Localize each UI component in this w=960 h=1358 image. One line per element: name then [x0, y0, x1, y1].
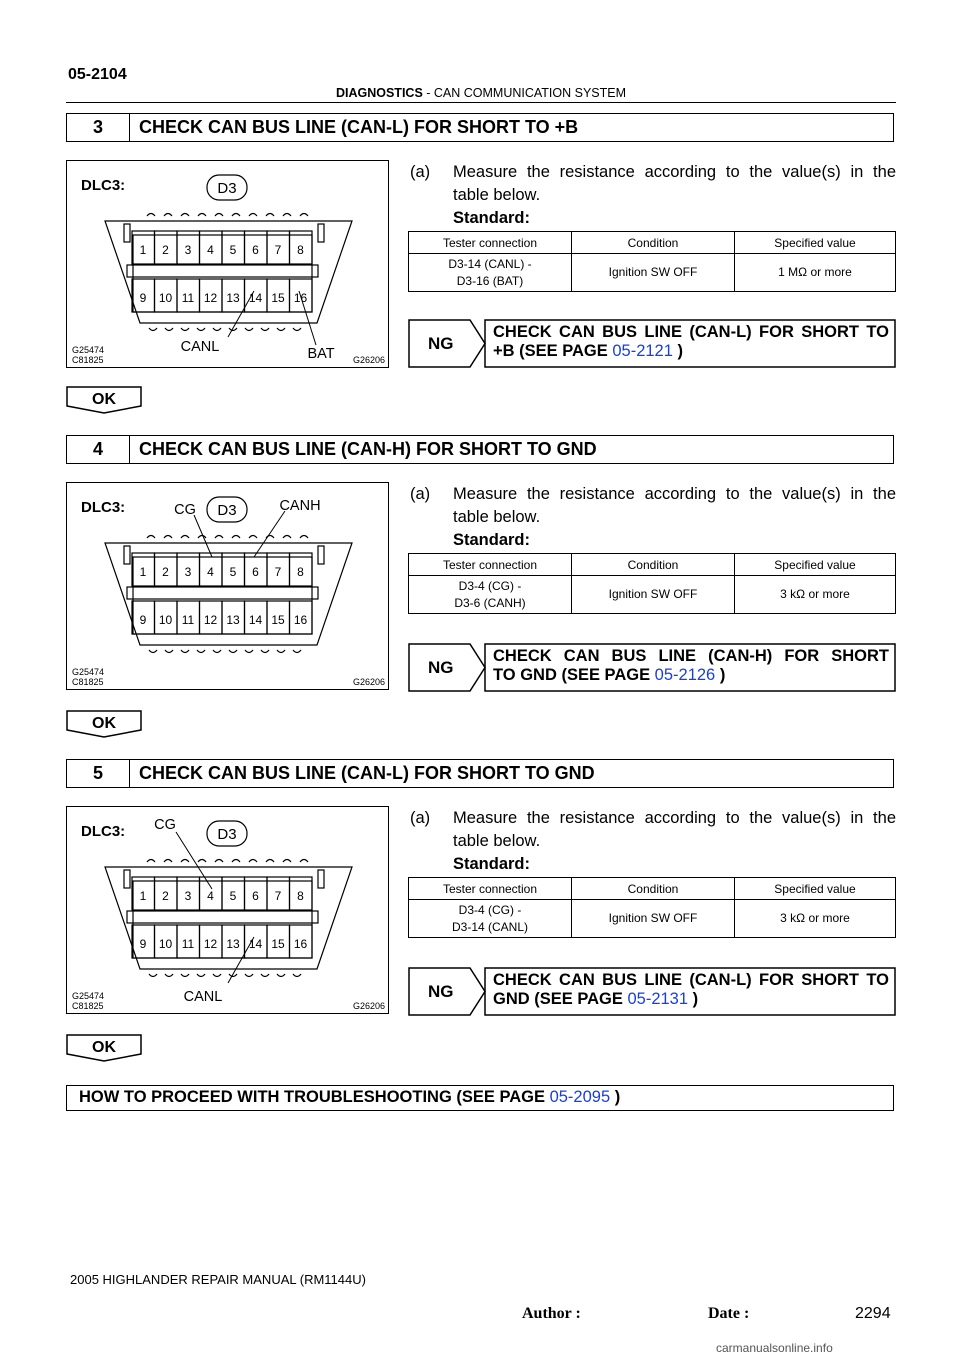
ok-label: OK [92, 715, 116, 732]
latch-right [318, 224, 324, 242]
header-separator: - [422, 86, 434, 100]
measure-line1: Measure the resistance according to the value(s) in the [453, 485, 896, 503]
serration [215, 860, 223, 863]
pin-number: 2 [162, 889, 169, 903]
ng-page-link[interactable]: 05-2131 [627, 990, 689, 1008]
measure-line2: table below. [453, 508, 541, 526]
latch-left [124, 546, 130, 564]
step-number: 5 [67, 760, 130, 787]
dlc3-connector-diagram [67, 807, 390, 1015]
figure-code: G26206 [352, 1001, 385, 1011]
pin-number: 13 [226, 937, 240, 951]
pin-label-canh: CANH [279, 498, 321, 514]
cell-condition: Ignition SW OFF [572, 254, 735, 292]
pin-number: 14 [248, 937, 263, 951]
serration [165, 328, 173, 331]
pin-label-canl: CANL [180, 339, 220, 355]
pin-number: 15 [271, 937, 285, 951]
ng-line2: +B (SEE PAGE [493, 342, 613, 360]
conn-line1: D3-14 (CANL) - [448, 256, 532, 271]
serration [164, 536, 172, 539]
measure-line1: Measure the resistance according to the value(s) in the [453, 163, 896, 181]
center-key [127, 911, 318, 923]
serration [283, 214, 291, 217]
cell-connection [409, 254, 572, 292]
pin-number: 1 [139, 565, 147, 579]
figure-code: C81825 [72, 677, 104, 687]
serration [149, 328, 157, 331]
connector-housing [105, 867, 352, 969]
pin-number: 14 [248, 291, 263, 305]
pin-number: 9 [139, 613, 147, 627]
ng-page-link[interactable]: 05-2126 [654, 666, 716, 684]
ng-label: NG [428, 334, 454, 353]
serration [229, 650, 237, 653]
pin-number: 8 [297, 243, 304, 257]
pin-number: 10 [158, 291, 173, 305]
serration [300, 214, 308, 217]
serration [283, 536, 291, 539]
pin-number: 6 [252, 565, 259, 579]
pin-number: 15 [271, 291, 285, 305]
serration [213, 328, 221, 331]
serration [261, 328, 269, 331]
pin-number: 14 [248, 613, 263, 627]
serration [165, 974, 173, 977]
center-key [127, 587, 318, 599]
standard-label: Standard: [453, 209, 531, 227]
serration [261, 974, 269, 977]
pin-label-canl: CANL [183, 989, 223, 1005]
step-4-heading [66, 435, 894, 464]
serration [213, 974, 221, 977]
ng-close: ) [715, 666, 726, 684]
serration [277, 650, 285, 653]
serration [149, 974, 157, 977]
serration [245, 650, 253, 653]
pin-number: 5 [229, 565, 237, 579]
pin-number: 8 [297, 565, 304, 579]
figure-code: G26206 [352, 355, 385, 365]
measure-line1: Measure the resistance according to the value(s) in the [453, 809, 896, 827]
measure-label: (a) [410, 809, 431, 827]
serration [277, 328, 285, 331]
ng-text [493, 647, 889, 685]
connector-housing [105, 221, 352, 323]
conn-line2: D3-16 (BAT) [456, 273, 524, 288]
ng-line2: TO GND (SEE PAGE [493, 666, 655, 684]
figure-code: C81825 [72, 355, 104, 365]
pin-number: 12 [203, 613, 218, 627]
pin-number: 3 [184, 565, 192, 579]
cell-value: 3 kΩ or more [735, 900, 896, 938]
pin-number: 4 [207, 565, 214, 579]
serration [215, 214, 223, 217]
col-value: Specified value [735, 554, 896, 576]
standard-label: Standard: [453, 531, 531, 549]
step-3-heading [66, 113, 894, 142]
spec-table [408, 231, 896, 292]
serration [283, 860, 291, 863]
ng-label: NG [428, 982, 454, 1001]
col-value: Specified value [735, 232, 896, 254]
serration [215, 536, 223, 539]
spec-table [408, 877, 896, 938]
dlc3-label: DLC3: [81, 823, 126, 840]
final-text: HOW TO PROCEED WITH TROUBLESHOOTING (SEE PAGE [79, 1088, 550, 1106]
connector-label: D3 [217, 502, 237, 519]
header-section: DIAGNOSTICS [335, 86, 423, 100]
serration [164, 860, 172, 863]
pin-number: 4 [207, 243, 214, 257]
col-tester: Tester connection [409, 554, 572, 576]
serration [197, 650, 205, 653]
pin-number: 3 [184, 889, 192, 903]
ng-line1: CHECK CAN BUS LINE (CAN-L) FOR SHORT TO [493, 971, 889, 989]
pin-number: 2 [162, 565, 169, 579]
pin-label-cg: CG [154, 817, 176, 833]
conn-line1: D3-4 (CG) - [458, 902, 522, 917]
col-condition: Condition [572, 232, 735, 254]
latch-left [124, 224, 130, 242]
ng-branch-step3 [408, 319, 896, 368]
latch-left [124, 870, 130, 888]
ng-branch-step5 [408, 967, 896, 1016]
pin-number: 12 [203, 937, 218, 951]
pin-number: 1 [139, 243, 147, 257]
dlc3-connector-diagram [67, 161, 390, 369]
pin-number: 11 [181, 937, 195, 951]
serration [232, 214, 240, 217]
pin-number: 15 [271, 613, 285, 627]
cell-value: 3 kΩ or more [735, 576, 896, 614]
pin-label-bat: BAT [307, 346, 335, 362]
pin-number: 8 [297, 889, 304, 903]
figure-code: G25474 [72, 667, 105, 677]
step-number: 4 [67, 436, 130, 463]
step-number: 3 [67, 114, 130, 141]
pin-number: 11 [181, 613, 195, 627]
cell-connection [409, 576, 572, 614]
pin-number: 16 [293, 613, 308, 627]
col-condition: Condition [572, 878, 735, 900]
serration [293, 650, 301, 653]
conn-line2: D3-6 (CANH) [454, 595, 526, 610]
step-title: CHECK CAN BUS LINE (CAN-L) FOR SHORT TO +B [139, 117, 579, 137]
serration [249, 536, 257, 539]
pin-number: 9 [139, 291, 147, 305]
serration [266, 214, 274, 217]
serration [249, 214, 257, 217]
center-key [127, 265, 318, 277]
serration [181, 860, 189, 863]
ok-branch-step5 [66, 1034, 142, 1062]
connector-label: D3 [217, 826, 237, 843]
serration [261, 650, 269, 653]
footer-author: Author : [522, 1305, 581, 1322]
page-header [66, 86, 896, 100]
ok-branch-step3 [66, 386, 142, 414]
ng-line1: CHECK CAN BUS LINE (CAN-L) FOR SHORT TO [493, 323, 889, 341]
spec-table [408, 553, 896, 614]
ng-text [493, 971, 889, 1009]
figure-code: G25474 [72, 345, 105, 355]
pin-number: 3 [184, 243, 192, 257]
ng-label: NG [428, 658, 454, 677]
footer-manual-title: 2005 HIGHLANDER REPAIR MANUAL (RM1144U) [70, 1272, 366, 1287]
pin-number: 12 [203, 291, 218, 305]
cell-condition: Ignition SW OFF [572, 900, 735, 938]
serration [293, 974, 301, 977]
leader-line [254, 511, 285, 557]
col-tester: Tester connection [409, 232, 572, 254]
leader-line [194, 515, 212, 557]
serration [198, 860, 206, 863]
pin-number: 4 [207, 889, 214, 903]
ok-label: OK [92, 391, 116, 408]
header-rule [66, 102, 896, 103]
serration [300, 860, 308, 863]
connector-label: D3 [217, 180, 237, 197]
pin-number: 7 [274, 243, 282, 257]
pin-number: 10 [158, 613, 173, 627]
ng-close: ) [688, 990, 699, 1008]
ng-page-link[interactable]: 05-2121 [612, 342, 673, 360]
ng-close: ) [672, 342, 684, 360]
serration [147, 536, 155, 539]
col-condition: Condition [572, 554, 735, 576]
final-step-box [66, 1085, 894, 1111]
footer-page-number: 2294 [855, 1305, 891, 1322]
serration [197, 328, 205, 331]
serration [147, 860, 155, 863]
latch-right [318, 546, 324, 564]
dlc3-connector-diagram [67, 483, 390, 691]
serration [277, 974, 285, 977]
pin-label-cg: CG [174, 502, 196, 518]
serration [147, 214, 155, 217]
page-number: 05-2104 [68, 66, 127, 83]
pin-number: 7 [274, 889, 282, 903]
serration [245, 328, 253, 331]
ng-text [493, 323, 889, 361]
figure-code: G25474 [72, 991, 105, 1001]
footer-date: Date : [708, 1305, 750, 1322]
serration [232, 536, 240, 539]
pin-number: 16 [293, 937, 308, 951]
pin-number: 2 [162, 243, 169, 257]
serration [232, 860, 240, 863]
figure-dlc3-step3 [66, 160, 389, 368]
cell-value: 1 MΩ or more [735, 254, 896, 292]
pin-number: 7 [274, 565, 282, 579]
figure-code: C81825 [72, 1001, 104, 1011]
ng-branch-step4 [408, 643, 896, 692]
dlc3-label: DLC3: [81, 177, 126, 194]
conn-line2: D3-14 (CANL) [451, 919, 529, 934]
measure-line2: table below. [453, 832, 541, 850]
serration [164, 214, 172, 217]
serration [293, 328, 301, 331]
cell-connection [409, 900, 572, 938]
serration [198, 214, 206, 217]
standard-label: Standard: [453, 855, 531, 873]
measure-label: (a) [410, 485, 431, 503]
pin-number: 5 [229, 889, 237, 903]
dlc3-label: DLC3: [81, 499, 126, 516]
serration [249, 860, 257, 863]
ok-label: OK [92, 1039, 116, 1056]
final-page-link[interactable]: 05-2095 [549, 1088, 611, 1106]
figure-code: G26206 [352, 677, 385, 687]
step-5-heading [66, 759, 894, 788]
serration [149, 650, 157, 653]
pin-number: 1 [139, 889, 147, 903]
col-value: Specified value [735, 878, 896, 900]
figure-dlc3-step5 [66, 806, 389, 1014]
header-subsection: CAN COMMUNICATION SYSTEM [433, 86, 627, 100]
pin-number: 13 [226, 613, 240, 627]
serration [266, 860, 274, 863]
pin-number: 5 [229, 243, 237, 257]
serration [165, 650, 173, 653]
serration [181, 214, 189, 217]
measure-label: (a) [410, 163, 431, 181]
pin-number: 11 [181, 291, 195, 305]
pin-number: 9 [139, 937, 147, 951]
serration [245, 974, 253, 977]
serration [213, 650, 221, 653]
step-title: CHECK CAN BUS LINE (CAN-H) FOR SHORT TO GND [139, 439, 597, 459]
serration [198, 536, 206, 539]
serration [181, 328, 189, 331]
figure-dlc3-step4 [66, 482, 389, 690]
serration [181, 974, 189, 977]
pin-number: 10 [158, 937, 173, 951]
connector-housing [105, 543, 352, 645]
ng-line2: GND (SEE PAGE [493, 990, 628, 1008]
cell-condition: Ignition SW OFF [572, 576, 735, 614]
leader-line [299, 291, 316, 345]
pin-number: 13 [226, 291, 240, 305]
serration [181, 650, 189, 653]
col-tester: Tester connection [409, 878, 572, 900]
pin-number: 16 [293, 291, 308, 305]
serration [300, 536, 308, 539]
latch-right [318, 870, 324, 888]
step-title: CHECK CAN BUS LINE (CAN-L) FOR SHORT TO GND [139, 763, 595, 783]
ok-branch-step4 [66, 710, 142, 738]
serration [181, 536, 189, 539]
pin-number: 6 [252, 889, 259, 903]
pin-number: 6 [252, 243, 259, 257]
final-close: ) [610, 1088, 621, 1106]
ng-line1: CHECK CAN BUS LINE (CAN-H) FOR SHORT [493, 647, 889, 665]
serration [197, 974, 205, 977]
measure-line2: table below. [453, 186, 541, 204]
conn-line1: D3-4 (CG) - [458, 578, 522, 593]
footer-watermark: carmanualsonline.info [716, 1341, 833, 1355]
